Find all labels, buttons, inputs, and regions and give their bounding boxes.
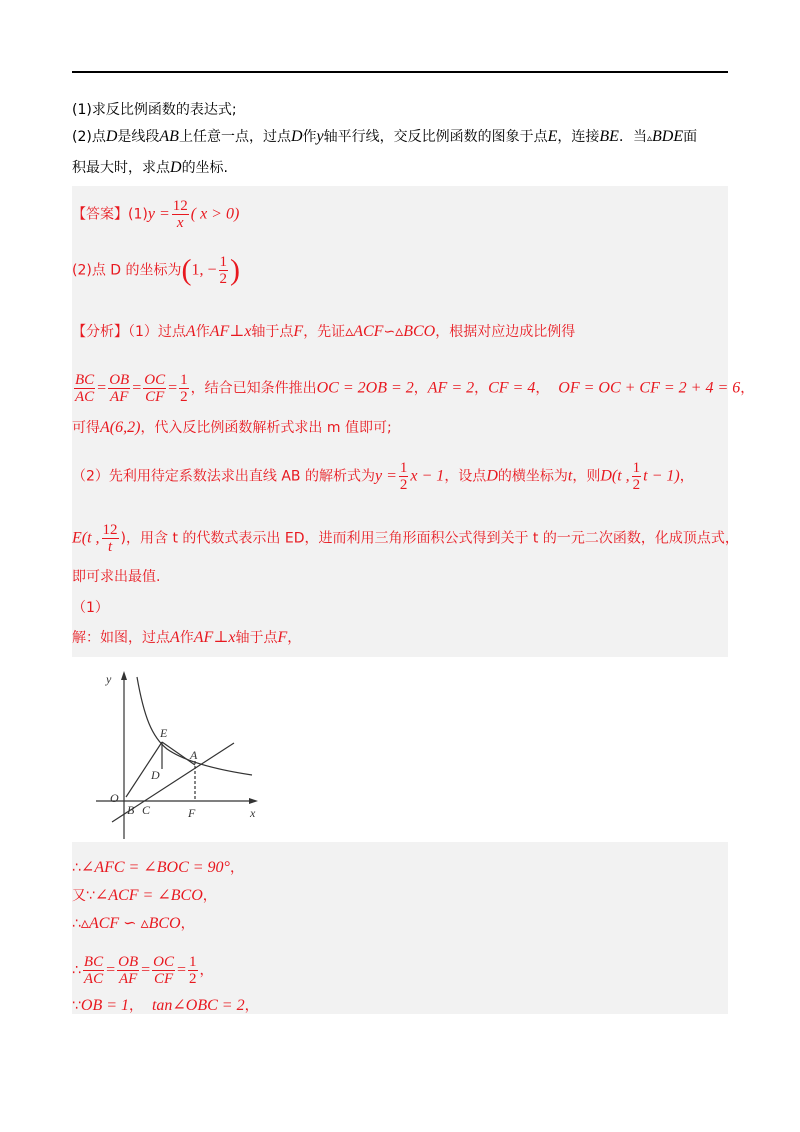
- analysis-line-4: （2）先利用待定系数法求出直线 AB 的解析式为y = $\frac{1}{2}$ x − 1，设点D的横坐标为t，则D(t , $\frac{1}{2}$ t − 1)，: [72, 460, 694, 493]
- reason-line-1: ∴∠AFC = ∠BOC = 90°，: [72, 859, 244, 876]
- fraction-12-over-x: $\frac{12}{x}$: [172, 198, 188, 231]
- analysis-line-5: E(t , $\frac{12}{t}$ )，用含 t 的代数式表示出 ED，进而利用三角形面积公式得到关于 t 的一元二次函数，化成顶点式，: [72, 522, 739, 555]
- solution-line-1: 解：如图，过点A作AF⊥x轴于点F，: [72, 629, 302, 646]
- graph-svg: [72, 657, 276, 842]
- question-1: (1)求反比例函数的表达式;: [72, 102, 237, 118]
- y-axis-arrow: [121, 671, 127, 680]
- label-a: A: [190, 748, 198, 762]
- label-e: E: [160, 726, 168, 740]
- fraction-1-over-2: $\frac{1}{2}$: [219, 254, 228, 287]
- label-f: F: [188, 806, 196, 820]
- analysis-line-1: 【分析】（1）过点A作AF⊥x轴于点F，先证▵ACF∽▵BCO，根据对应边成比例得: [72, 323, 576, 340]
- solution-label-1: （1）: [72, 600, 109, 616]
- label-c: C: [142, 803, 151, 817]
- analysis-line-2: $\frac{BC}{AC}$ = $\frac{OB}{AF}$ = $\frac{OC}{CF}$ = $\frac{1}{2}$ ，结合已知条件推出OC = 2OB = 2，AF = 2，CF = 4， OF = OC + CF = 2 + 4 = 6，: [75, 372, 755, 405]
- answer-1: 【答案】(1)y = $\frac{12}{x}$ ( x > 0): [72, 198, 240, 231]
- question-2-cont: 积最大时，求点D的坐标.: [72, 159, 229, 176]
- answer-2: (2)点 D 的坐标为(1, − $\frac{1}{2}$ ): [72, 253, 241, 287]
- label-b: B: [127, 803, 135, 817]
- reason-line-3: ∴▵ACF ∽ ▵BCO，: [72, 915, 195, 932]
- top-rule: [72, 71, 728, 73]
- reason-line-2: 又∵∠ACF = ∠BCO，: [72, 887, 217, 904]
- geometry-figure: [72, 657, 276, 842]
- analysis-line-6: 即可求出最值.: [72, 569, 161, 585]
- reason-line-5: ∵OB = 1， tan∠OBC = 2，: [72, 997, 259, 1014]
- label-o: O: [110, 791, 119, 805]
- label-y: y: [106, 672, 112, 686]
- label-x: x: [250, 806, 256, 820]
- analysis-line-3: 可得A(6,2)，代入反比例函数解析式求出 m 值即可;: [72, 419, 392, 436]
- question-2: (2)点D是线段AB上任意一点，过点D作y轴平行线，交反比例函数的图象于点E，连接BE．当▵BDE面: [72, 128, 698, 145]
- label-d: D: [151, 768, 160, 782]
- x-axis-arrow: [249, 798, 258, 804]
- reason-line-4: ∴ $\frac{BC}{AC}$ = $\frac{OB}{AF}$ = $\frac{OC}{CF}$ = $\frac{1}{2}$ ，: [72, 954, 214, 987]
